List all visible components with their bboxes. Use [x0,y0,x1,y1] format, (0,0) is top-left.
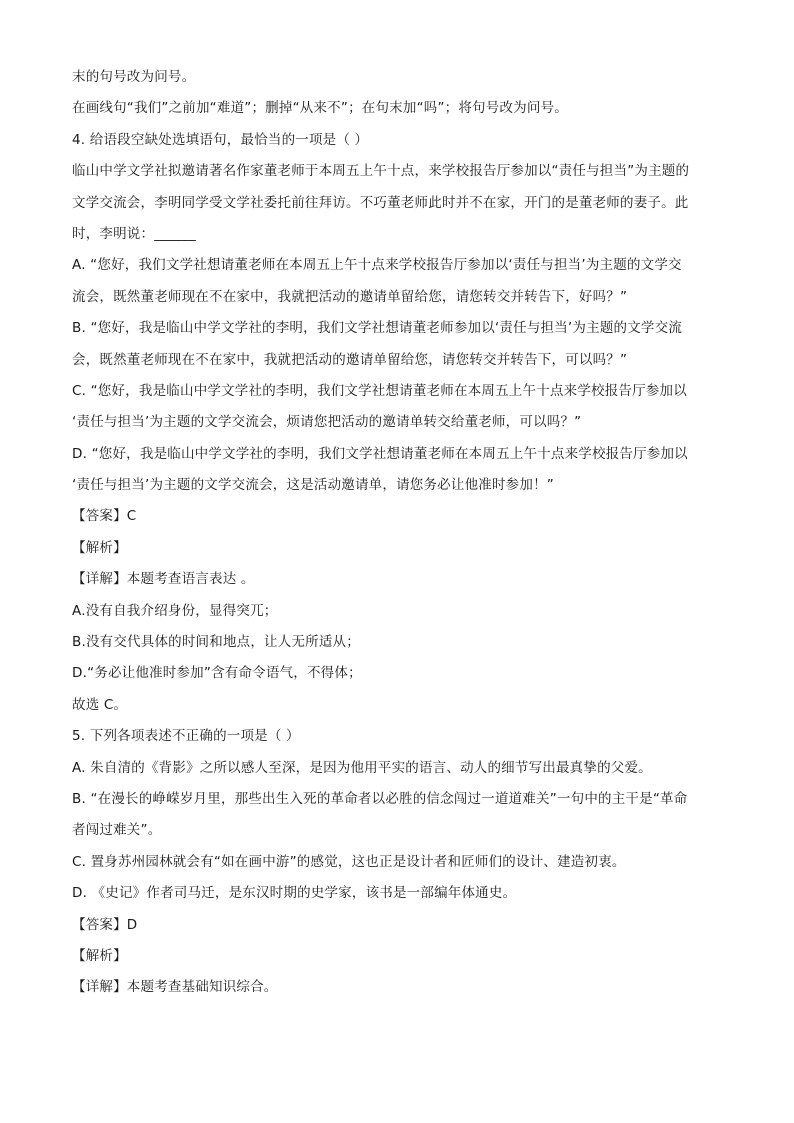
analysis-label: 【解析】 [72,947,127,964]
document-page [72,62,722,1004]
option-a: A. 朱自清的《背影》之所以感人至深，是因为他用平实的语言、动人的细节写出最真挚的父爱。 [72,759,652,776]
answer-label: 【答案】C [72,508,137,525]
option-d-cont: ‘责任与担当’为主题的文学交流会，这是活动邀请单，请您务必让他准时参加！” [72,477,554,494]
option-d: D. 《史记》作者司马迁，是东汉时期的史学家，该书是一部编年体通史。 [72,885,517,902]
detail-text: 【详解】本题考查基础知识综合。 [72,979,278,996]
question-5-stem: 5. 下列各项表述不正确的一项是（ ） [72,728,300,745]
option-a-cont: 流会，既然董老师现在不在家中，我就把活动的邀请单留给您，请您转交并转告下，好吗？” [72,288,628,305]
option-b-cont: 者闯过难关”。 [72,822,162,839]
option-a: A. “您好，我们文学社想请董老师在本周五上午十点来学校报告厅参加以‘责任与担当’为主题的文学交 [72,257,682,274]
option-c: C. “您好，我是临山中学文学社的李明，我们文学社想请董老师在本周五上午十点来学校报告厅参加以 [72,382,687,399]
analysis-label: 【解析】 [72,539,127,556]
answer-label: 【答案】D [72,916,138,933]
text-line: 临山中学文学社拟邀请著名作家董老师于本周五上午十点，来学校报告厅参加以“责任与担当”为主题的 [72,163,690,180]
option-b-cont: 会，既然董老师现在不在家中，我就把活动的邀请单留给您，请您转交并转告下，可以吗？” [72,351,628,368]
option-b: B. “您好，我是临山中学文学社的李明，我们文学社想请董老师参加以‘责任与担当’为主题的文学交流 [72,320,683,337]
option-c-cont: ‘责任与担当’为主题的文学交流会，烦请您把活动的邀请单转交给董老师，可以吗？” [72,414,582,431]
detail-d: D.“务必让他准时参加”含有命令语气，不得体； [72,665,362,682]
option-c: C. 置身苏州园林就会有“如在画中游”的感觉，这也正是设计者和匠师们的设计、建造初衷。 [72,853,626,870]
text-line: 在画线句“我们”之前加“难道”；删掉“从来不”；在句末加“吗”；将句号改为问号。 [72,100,568,117]
detail-text: 【详解】本题考查语言表达 。 [72,571,255,588]
conclusion: 故选 C。 [72,696,128,713]
text-line: 末的句号改为问号。 [72,69,196,85]
detail-a: A.没有自我介绍身份，显得突兀； [72,602,278,619]
option-b: B. “在漫长的峥嵘岁月里，那些出生入死的革命者以必胜的信念闯过一道道难关”一句中的主干是“革命 [72,790,688,807]
question-4-stem: 4. 给语段空缺处选填语句，最恰当的一项是（ ） [72,131,369,148]
text-line: 时，李明说：______ [72,225,196,242]
detail-b: B.没有交代具体的时间和地点，让人无所适从； [72,634,360,651]
option-d: D. “您好，我是临山中学文学社的李明，我们文学社想请董老师在本周五上午十点来学校报告厅参加以 [72,445,688,462]
text-line: 文学交流会，李明同学受文学社委托前往拜访。不巧董老师此时并不在家，开门的是董老师的妻子。此 [72,194,689,211]
